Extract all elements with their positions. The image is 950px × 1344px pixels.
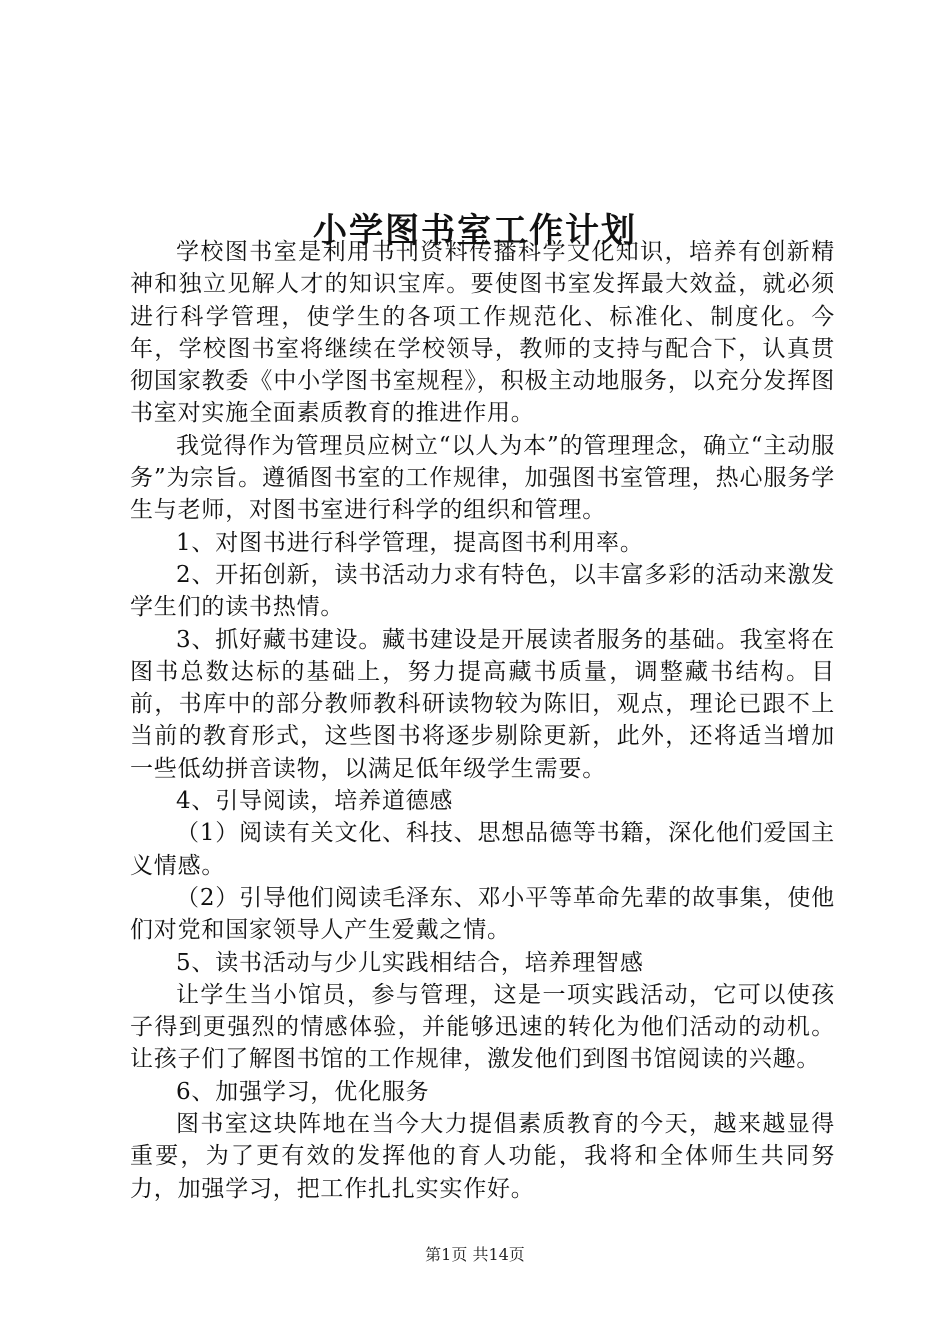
paragraph-item-5-detail: 让学生当小馆员，参与管理，这是一项实践活动，它可以使孩子得到更强烈的情感体验，并能够迅速的转化为他们活动的动机。让孩子们了解图书馆的工作规律，激发他们到图书馆阅读的兴趣。 xyxy=(130,981,835,1073)
paragraph-philosophy: 我觉得作为管理员应树立“以人为本”的管理理念，确立“主动服务”为宗旨。遵循图书室的工作规律，加强图书室管理，热心服务学生与老师，对图书室进行科学的组织和管理。 xyxy=(130,432,835,524)
paragraph-item-2: 2、开拓创新，读书活动力求有特色，以丰富多彩的活动来激发学生们的读书热情。 xyxy=(130,561,835,621)
paragraph-item-6: 6、加强学习，优化服务 xyxy=(176,1078,430,1105)
paragraph-item-6-detail: 图书室这块阵地在当今大力提倡素质教育的今天，越来越显得重要，为了更有效的发挥他的育人功能，我将和全体师生共同努力，加强学习，把工作扎扎实实作好。 xyxy=(130,1111,835,1202)
paragraph-item-5: 5、读书活动与少儿实践相结合，培养理智感 xyxy=(176,949,644,976)
paragraph-item-4-sub-1: （1）阅读有关文化、科技、思想品德等书籍，深化他们爱国主义情感。 xyxy=(130,820,835,879)
paragraph-item-4: 4、引导阅读，培养道德感 xyxy=(176,788,454,815)
document-title: 小学图书室工作计划 xyxy=(313,210,637,251)
paragraph-item-3: 3、抓好藏书建设。藏书建设是开展读者服务的基础。我室将在图书总数达标的基础上，努力提高藏书质量，调整藏书结构。目前，书库中的部分教师教科研读物较为陈旧，观点，理论已跟不上当前的教育形式，这些图书将逐步剔除更新，此外，还将适当增加一些低幼拼音读物，以满足低年级学生需要。 xyxy=(130,626,835,782)
paragraph-item-1: 1、对图书进行科学管理，提高图书利用率。 xyxy=(176,529,644,556)
paragraph-item-4-sub-2: （2）引导他们阅读毛泽东、邓小平等革命先辈的故事集，使他们对党和国家领导人产生爱戴之情。 xyxy=(130,884,835,944)
page-footer: 第1页 共14页 xyxy=(425,1245,525,1264)
document-body xyxy=(130,236,835,1205)
paragraph-intro: 学校图书室是利用书刊资料传播科学文化知识，培养有创新精神和独立见解人才的知识宝库。要使图书室发挥最大效益，就必须进行科学管理，使学生的各项工作规范化、标准化、制度化。今年，学校图书室将继续在学校领导，教师的支持与配合下，认真贯彻国家教委《中小学图书室规程》，积极主动地服务，以充分发挥图书室对实施全面素质教育的推进作用。 xyxy=(130,239,835,427)
